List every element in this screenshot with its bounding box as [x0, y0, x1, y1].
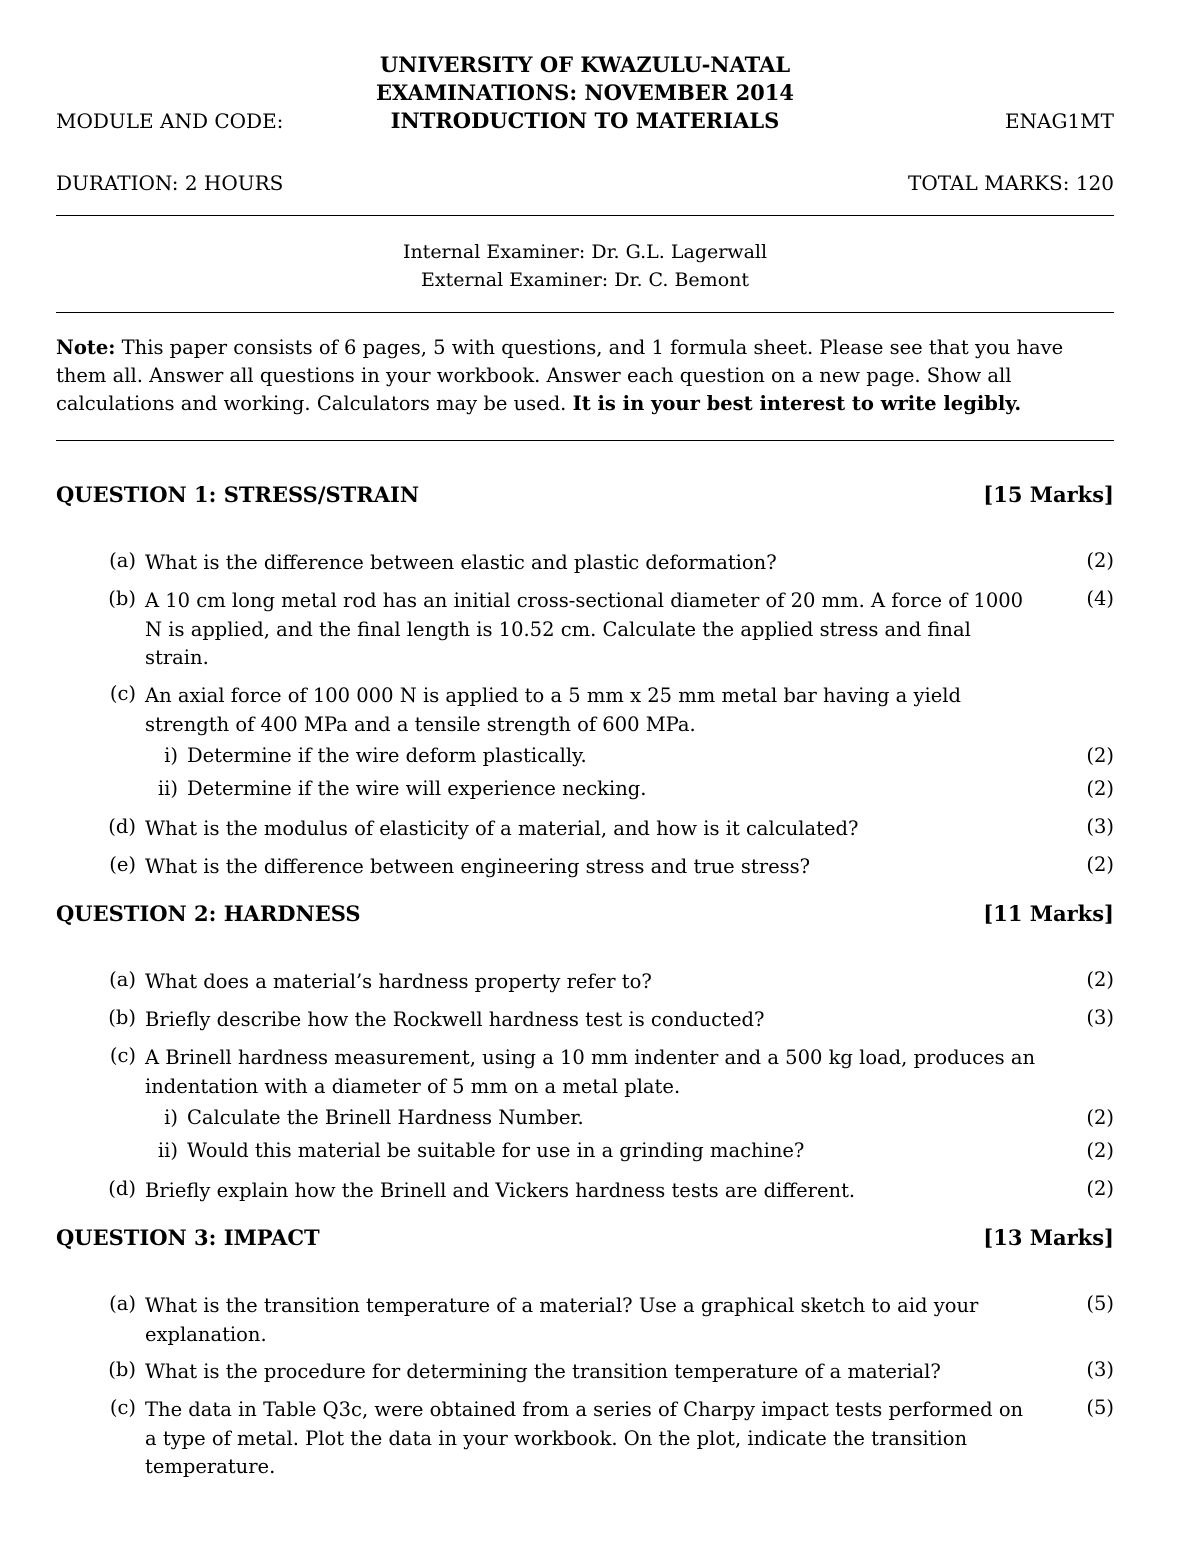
question-3-marks: [13 Marks] — [983, 1225, 1114, 1250]
divider — [56, 312, 1114, 313]
q3c-text: The data in Table Q3c, were obtained from a series of Charpy impact tests performed on a type of metal. Plot the data in your workbook. On the plot, indicate the transition temperature. — [145, 1398, 1024, 1478]
divider — [56, 215, 1114, 216]
q1e-label: (e) — [109, 853, 136, 876]
q2d-label: (d) — [108, 1177, 136, 1200]
q3c-marks: (5) — [1086, 1396, 1114, 1419]
q1b-text: A 10 cm long metal rod has an initial cross-sectional diameter of 20 mm. A force of 1000 N is applied, and the final length is 10.52 cm. Calculate the applied stress and final strain. — [145, 589, 1024, 669]
total-marks: TOTAL MARKS: 120 — [908, 171, 1114, 195]
q2c-text: A Brinell hardness measurement, using a 10 mm indenter and a 500 kg load, produces an indentation with a diameter of 5 mm on a metal plate. — [145, 1046, 1036, 1098]
q2c-label: (c) — [109, 1044, 136, 1067]
q2c-i-label: i) — [164, 1106, 178, 1129]
q1a-marks: (2) — [1086, 549, 1114, 572]
q1e-text: What is the difference between engineering stress and true stress? — [145, 855, 811, 878]
q3b-label: (b) — [108, 1358, 136, 1381]
question-3-title: QUESTION 3: IMPACT — [56, 1225, 320, 1250]
module-name: INTRODUCTION TO MATERIALS — [390, 108, 780, 133]
q3b-text: What is the procedure for determining the transition temperature of a material? — [145, 1360, 941, 1383]
q1b-marks: (4) — [1086, 587, 1114, 610]
q1d-label: (d) — [108, 815, 136, 838]
university-title: UNIVERSITY OF KWAZULU-NATAL — [379, 52, 791, 77]
q2b-marks: (3) — [1086, 1006, 1114, 1029]
q1c-ii-marks: (2) — [1086, 777, 1114, 800]
q3b-marks: (3) — [1086, 1358, 1114, 1381]
q1c-ii-label: ii) — [157, 777, 178, 800]
note-emphasis: It is in your best interest to write legibly. — [572, 392, 1022, 415]
exam-page — [56, 0, 1114, 1553]
q1a-text: What is the difference between elastic and plastic deformation? — [145, 551, 777, 574]
module-code: ENAG1MT — [1004, 109, 1114, 133]
divider — [56, 440, 1114, 441]
q2b-label: (b) — [108, 1006, 136, 1029]
q1d-text: What is the modulus of elasticity of a material, and how is it calculated? — [145, 817, 859, 840]
q1b-label: (b) — [108, 587, 136, 610]
q2c-ii-marks: (2) — [1086, 1139, 1114, 1162]
module-label: MODULE AND CODE: — [56, 109, 284, 133]
q2c-ii-text: Would this material be suitable for use in a grinding machine? — [187, 1139, 805, 1162]
q1c-ii-text: Determine if the wire will experience necking. — [187, 777, 647, 800]
q1c-text: An axial force of 100 000 N is applied to a 5 mm x 25 mm metal bar having a yield strength of 400 MPa and a tensile strength of 600 MPa. — [145, 684, 962, 736]
q1c-i-marks: (2) — [1086, 744, 1114, 767]
question-2-title: QUESTION 2: HARDNESS — [56, 901, 361, 926]
q2d-marks: (2) — [1086, 1177, 1114, 1200]
q1e-marks: (2) — [1086, 853, 1114, 876]
q1d-marks: (3) — [1086, 815, 1114, 838]
q1a-label: (a) — [109, 549, 136, 572]
exam-title: EXAMINATIONS: NOVEMBER 2014 — [375, 80, 795, 105]
q3c-label: (c) — [109, 1396, 136, 1419]
q2c-ii-label: ii) — [157, 1139, 178, 1162]
q1c-i-text: Determine if the wire deform plastically. — [187, 744, 587, 767]
q2c-i-text: Calculate the Brinell Hardness Number. — [187, 1106, 584, 1129]
note-text: This paper consists of 6 pages, 5 with questions, and 1 formula sheet. Please see that you have them all. Answer all questions in your workbook. Answer each question on a new page. Show all calculations and working. Calculators may be used. — [56, 336, 1064, 415]
question-1-marks: [15 Marks] — [983, 482, 1114, 507]
q2b-text: Briefly describe how the Rockwell hardness test is conducted? — [145, 1008, 765, 1031]
question-1-title: QUESTION 1: STRESS/STRAIN — [56, 482, 420, 507]
q2c-i-marks: (2) — [1086, 1106, 1114, 1129]
external-examiner: External Examiner: Dr. C. Bemont — [420, 269, 750, 291]
internal-examiner: Internal Examiner: Dr. G.L. Lagerwall — [402, 241, 768, 263]
q2d-text: Briefly explain how the Brinell and Vickers hardness tests are different. — [145, 1179, 856, 1202]
q2a-label: (a) — [109, 968, 136, 991]
q3a-marks: (5) — [1086, 1292, 1114, 1315]
q3a-label: (a) — [109, 1292, 136, 1315]
q2a-text: What does a material’s hardness property refer to? — [145, 970, 652, 993]
q1c-i-label: i) — [164, 744, 178, 767]
q1c-label: (c) — [109, 682, 136, 705]
instructions-note — [56, 334, 1096, 418]
note-label: Note: — [56, 336, 116, 359]
duration: DURATION: 2 HOURS — [56, 171, 284, 195]
q2a-marks: (2) — [1086, 968, 1114, 991]
question-2-marks: [11 Marks] — [983, 901, 1114, 926]
q3a-text: What is the transition temperature of a material? Use a graphical sketch to aid your explanation. — [145, 1294, 979, 1346]
